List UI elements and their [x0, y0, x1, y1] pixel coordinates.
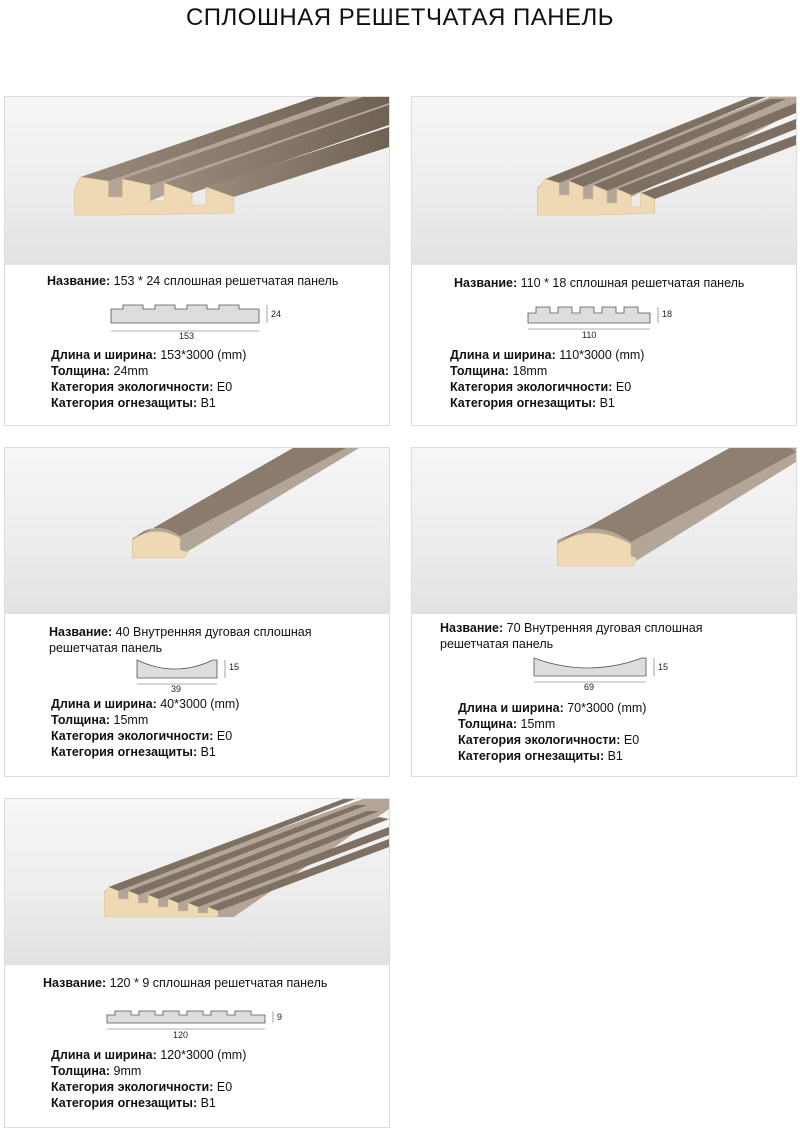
thickness-value: 15mm	[113, 713, 149, 727]
fire-value: B1	[607, 749, 623, 763]
product-specs	[51, 696, 239, 760]
page-title: СПЛОШНАЯ РЕШЕТЧАТАЯ ПАНЕЛЬ	[185, 4, 615, 31]
height-dimension: 15	[658, 662, 669, 672]
profile-drawing	[532, 654, 672, 690]
name-value: 153 * 24 сплошная решетчатая панель	[113, 274, 339, 288]
name-label: Название:	[47, 274, 111, 288]
thickness-value: 15mm	[520, 717, 556, 731]
width-dimension: 153	[179, 331, 195, 341]
eco-value: E0	[216, 380, 233, 394]
eco-label: Категория экологичности:	[458, 733, 621, 747]
fire-label: Категория огнезащиты:	[51, 745, 198, 759]
thickness-label: Толщина:	[450, 364, 510, 378]
thickness-label: Толщина:	[51, 713, 111, 727]
width-dimension: 39	[171, 684, 182, 694]
name-value: 120 * 9 сплошная решетчатая панель	[109, 976, 328, 990]
fire-value: B1	[200, 396, 216, 410]
eco-label: Категория экологичности:	[51, 380, 214, 394]
eco-value: E0	[216, 1080, 233, 1094]
profile-drawing	[109, 303, 289, 339]
width-dimension: 69	[584, 682, 595, 692]
product-name	[47, 273, 377, 289]
product-photo	[412, 97, 796, 265]
size-value: 110*3000 (mm)	[559, 348, 645, 362]
product-card	[4, 447, 390, 777]
size-label: Длина и ширина:	[51, 697, 157, 711]
size-value: 153*3000 (mm)	[160, 348, 247, 362]
name-value: 70 Внутренняя дуговая сплошная решетчатая панель	[440, 621, 703, 651]
size-label: Длина и ширина:	[51, 1048, 157, 1062]
thickness-value: 18mm	[512, 364, 548, 378]
product-photo	[5, 448, 389, 614]
eco-value: E0	[623, 733, 640, 747]
fire-value: B1	[200, 745, 216, 759]
thickness-label: Толщина:	[51, 364, 111, 378]
name-label: Название:	[43, 976, 107, 990]
product-card	[411, 96, 797, 426]
product-photo	[5, 799, 389, 965]
size-label: Длина и ширина:	[450, 348, 556, 362]
eco-value: E0	[615, 380, 632, 394]
eco-value: E0	[216, 729, 233, 743]
name-value: 110 * 18 сплошная решетчатая панель	[520, 276, 745, 290]
product-photo	[5, 97, 389, 265]
product-photo	[412, 448, 796, 614]
profile-drawing	[526, 303, 706, 339]
fire-label: Категория огнезащиты:	[458, 749, 605, 763]
size-value: 120*3000 (mm)	[160, 1048, 247, 1062]
name-label: Название:	[454, 276, 518, 290]
eco-label: Категория экологичности:	[51, 729, 214, 743]
product-name	[440, 620, 760, 652]
size-label: Длина и ширина:	[51, 348, 157, 362]
product-specs	[51, 1047, 246, 1111]
size-value: 40*3000 (mm)	[160, 697, 240, 711]
product-card	[411, 447, 797, 777]
product-specs	[51, 347, 246, 411]
width-dimension: 110	[582, 330, 597, 340]
thickness-value: 24mm	[113, 364, 149, 378]
product-name	[43, 975, 383, 991]
product-name	[454, 275, 794, 291]
fire-label: Категория огнезащиты:	[51, 396, 198, 410]
profile-drawing	[105, 1007, 295, 1043]
height-dimension: 15	[229, 662, 240, 672]
name-value: 40 Внутренняя дуговая сплошная решетчатая панель	[49, 625, 312, 655]
product-card	[4, 798, 390, 1128]
width-dimension: 120	[173, 1030, 189, 1040]
fire-value: B1	[599, 396, 615, 410]
fire-label: Категория огнезащиты:	[51, 1096, 198, 1110]
thickness-label: Толщина:	[458, 717, 518, 731]
name-label: Название:	[440, 621, 504, 635]
eco-label: Категория экологичности:	[450, 380, 613, 394]
product-specs	[458, 700, 646, 764]
thickness-value: 9mm	[113, 1064, 142, 1078]
height-dimension: 18	[662, 309, 673, 319]
product-name	[49, 624, 349, 656]
eco-label: Категория экологичности:	[51, 1080, 214, 1094]
size-label: Длина и ширина:	[458, 701, 564, 715]
product-specs	[450, 347, 644, 411]
height-dimension: 24	[271, 309, 282, 319]
fire-label: Категория огнезащиты:	[450, 396, 597, 410]
profile-drawing	[135, 656, 265, 692]
height-dimension: 9	[277, 1012, 283, 1022]
thickness-label: Толщина:	[51, 1064, 111, 1078]
fire-value: B1	[200, 1096, 216, 1110]
size-value: 70*3000 (mm)	[567, 701, 647, 715]
product-card	[4, 96, 390, 426]
name-label: Название:	[49, 625, 113, 639]
